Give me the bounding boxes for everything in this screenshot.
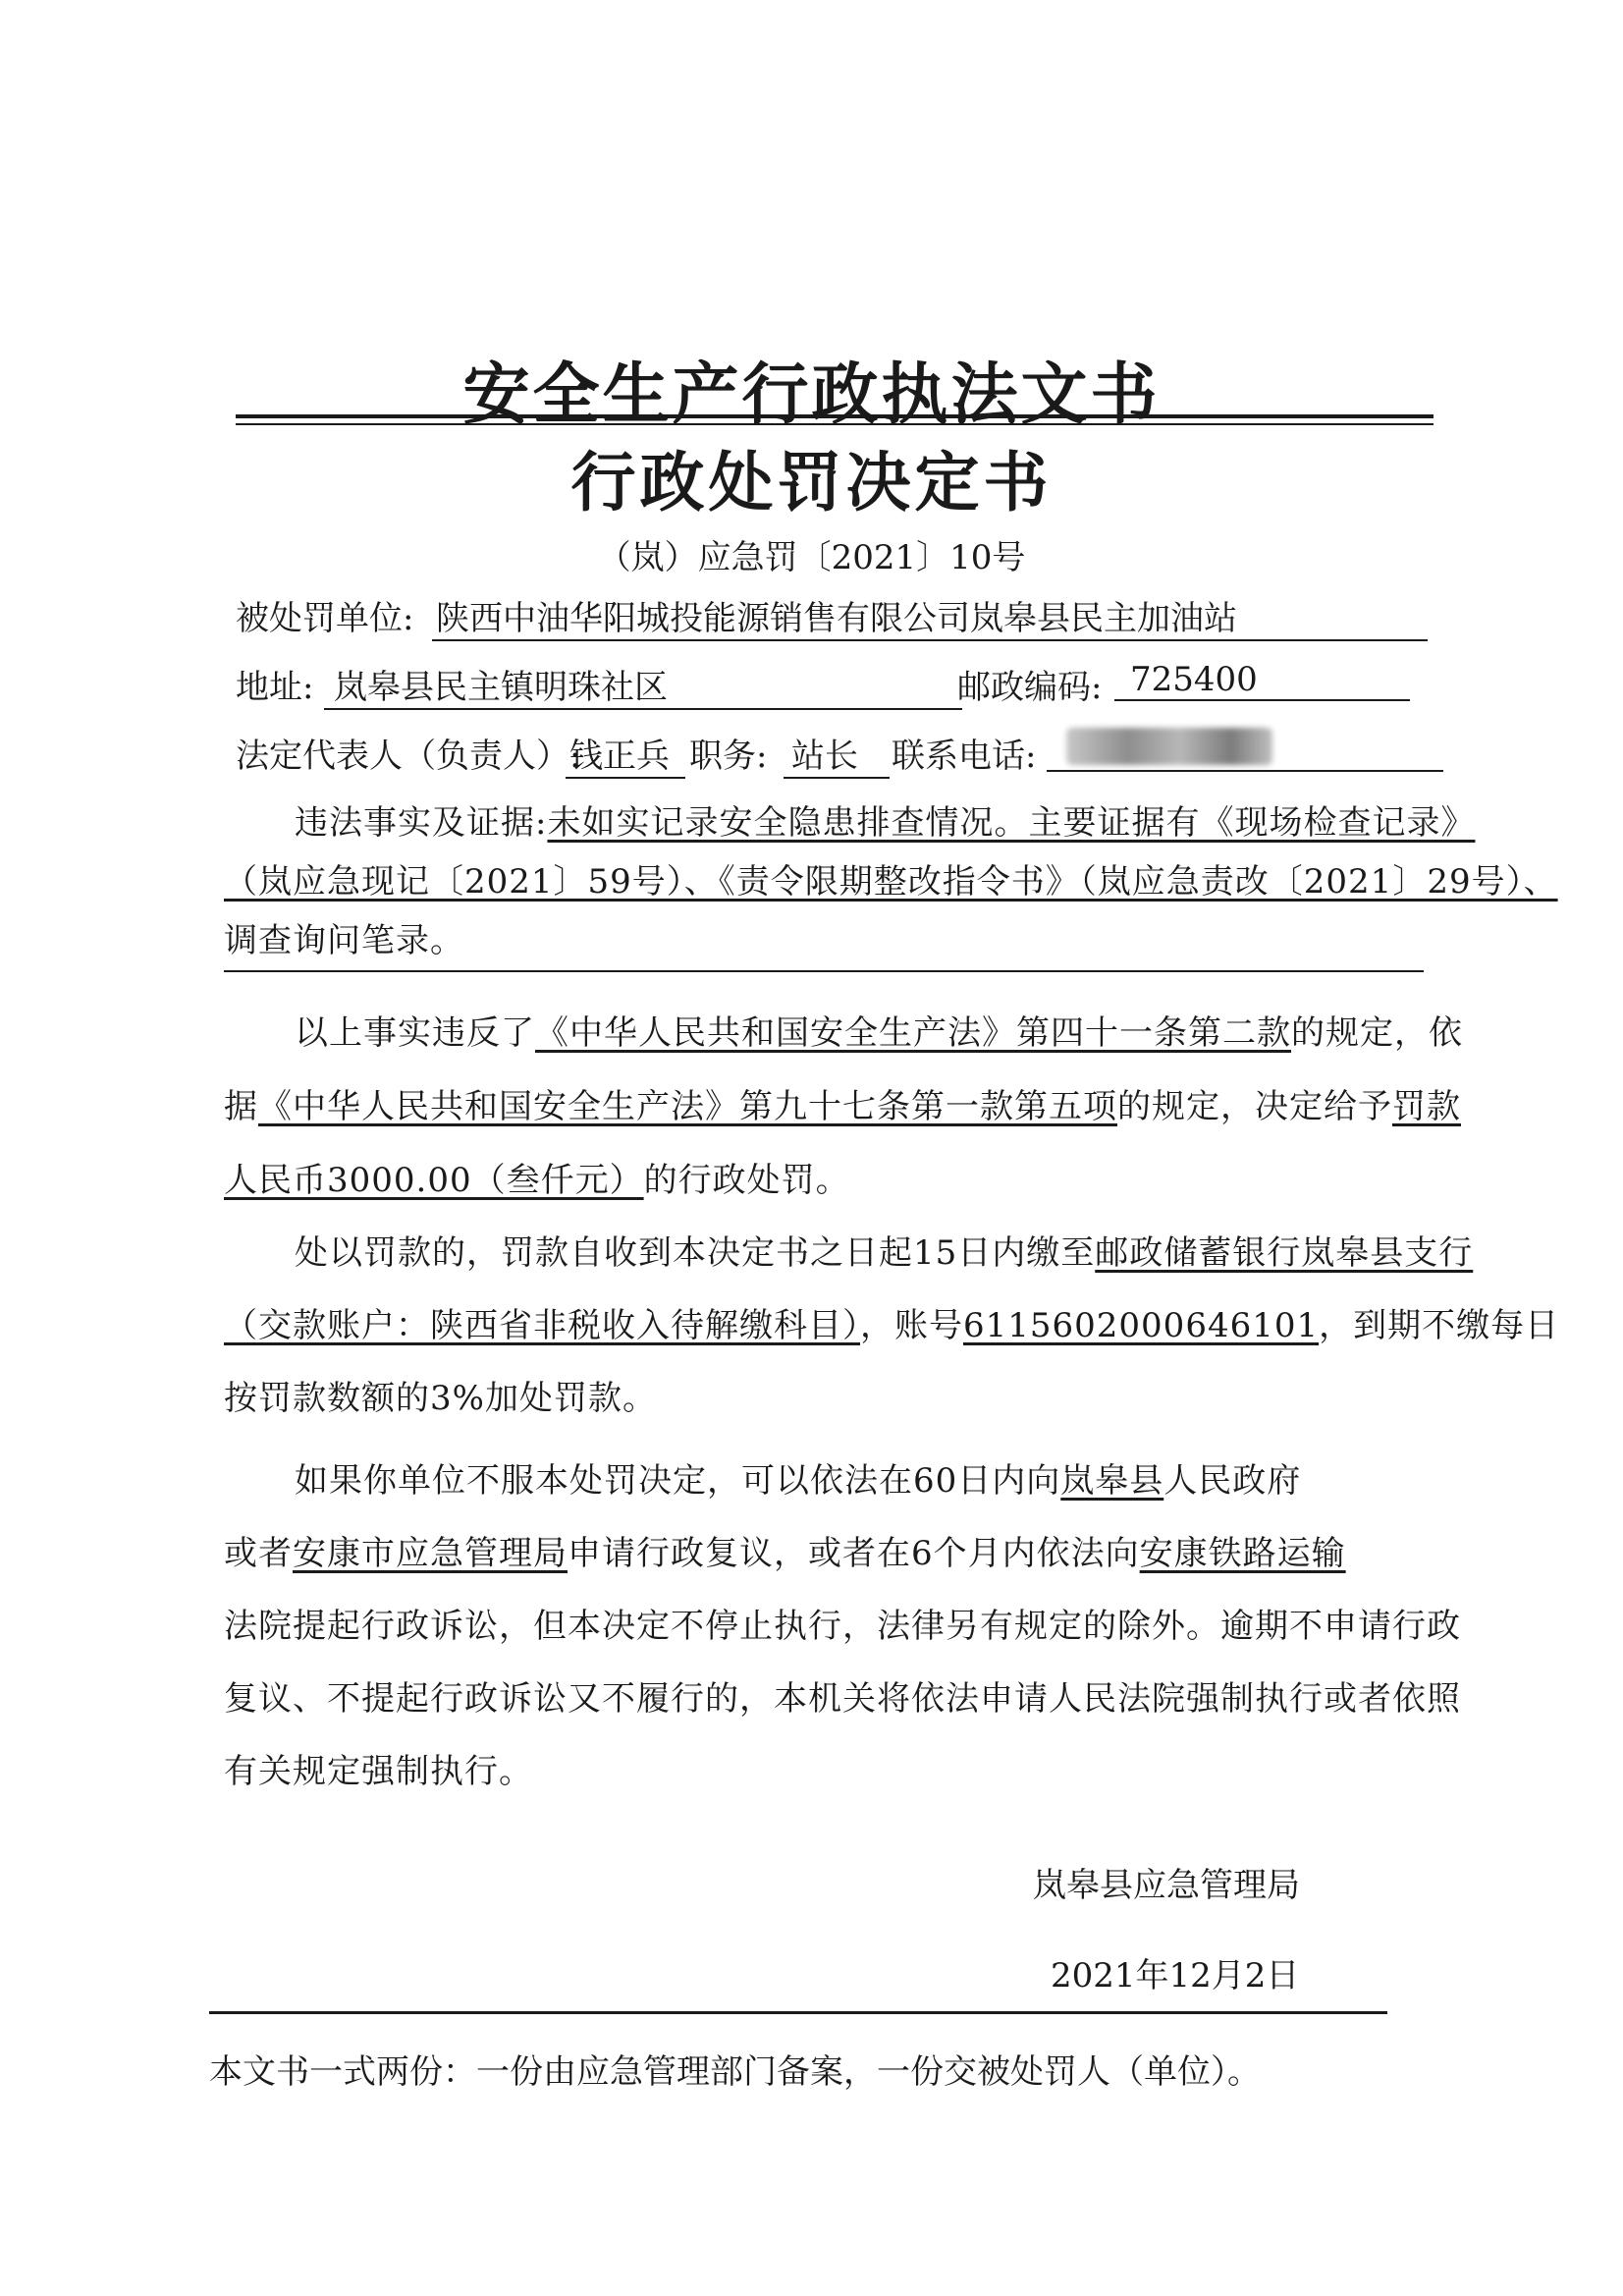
payment-account-number: 6115602000646101 <box>963 1306 1320 1345</box>
appeal-mid: 申请行政复议，或者在6个月内依法向 <box>568 1534 1140 1573</box>
appeal-government: 岚皋县 <box>1060 1461 1164 1501</box>
position-value: 站长 <box>784 729 890 779</box>
violation-prefix: 以上事实违反了 <box>295 1013 535 1053</box>
facts-label: 违法事实及证据: <box>295 803 548 843</box>
appeal-prefix: 如果你单位不服本处罚决定，可以依法在60日内向 <box>295 1461 1061 1501</box>
issue-date: 2021年12月2日 <box>1051 1956 1300 1995</box>
phone-value-redacted <box>1047 725 1443 772</box>
payment-line-2 <box>224 1296 1559 1355</box>
title-rule-thin <box>236 423 1434 425</box>
payment-suffix: ，到期不缴每日 <box>1319 1306 1560 1345</box>
penalized-unit-label: 被处罚单位: <box>236 599 414 638</box>
payment-line-3: 按罚款数额的3%加处罚款。 <box>224 1379 657 1418</box>
legal-rep-label: 法定代表人（负责人）: <box>236 737 581 776</box>
basis-law: 《中华人民共和国安全生产法》第九十七条第一款第五项 <box>258 1087 1117 1126</box>
basis-mid: 的规定，决定给予 <box>1117 1087 1392 1126</box>
appeal-line-2 <box>224 1524 1346 1583</box>
basis-prefix: 据 <box>224 1087 258 1126</box>
penalty-type: 罚款 <box>1392 1087 1461 1126</box>
document-subtitle: 行政处罚决定书 <box>570 444 1053 520</box>
payment-account-name: （交款账户：陕西省非税收入待解缴科目） <box>224 1306 860 1345</box>
facts-text-1: 未如实记录安全隐患排查情况。主要证据有《现场检查记录》 <box>547 803 1476 843</box>
appeal-bureau: 安康市应急管理局 <box>293 1534 568 1573</box>
facts-line-3: 调查询问笔录。 <box>224 921 464 960</box>
phone-label: 联系电话: <box>892 737 1037 776</box>
postal-code-value: 725400 <box>1114 660 1410 701</box>
payment-line-1 <box>295 1224 1473 1283</box>
violated-law: 《中华人民共和国安全生产法》第四十一条第二款 <box>535 1013 1291 1053</box>
document-title: 安全生产行政执法文书 <box>462 355 1161 434</box>
postal-code-label: 邮政编码: <box>957 668 1103 707</box>
position-label: 职务: <box>689 737 768 776</box>
issuing-agency: 岚皋县应急管理局 <box>1033 1866 1300 1905</box>
appeal-line-1 <box>295 1451 1301 1510</box>
appeal-suffix: 人民政府 <box>1163 1461 1302 1501</box>
appeal-or: 或者 <box>224 1534 293 1573</box>
address-label: 地址: <box>236 668 314 707</box>
address-value: 岚皋县民主镇明珠社区 <box>324 660 962 710</box>
payment-bank: 邮政储蓄银行岚皋县支行 <box>1095 1233 1474 1273</box>
violation-line-2 <box>224 1077 1461 1136</box>
appeal-line-3: 法院提起行政诉讼，但本决定不停止执行，法律另有规定的除外。逾期不申请行政 <box>224 1607 1461 1646</box>
facts-underline <box>224 970 1424 972</box>
appeal-line-5: 有关规定强制执行。 <box>224 1752 533 1791</box>
payment-prefix: 处以罚款的，罚款自收到本决定书之日起15日内缴至 <box>295 1233 1096 1273</box>
violation-line-1 <box>295 1004 1463 1063</box>
legal-rep-value: 钱正兵 <box>566 729 685 779</box>
facts-line-2: （岚应急现记〔2021〕59号）、《责令限期整改指令书》（岚应急责改〔2021〕29号）、 <box>224 862 1558 902</box>
violation-line-3 <box>224 1151 850 1210</box>
footer-rule <box>209 2011 1387 2014</box>
penalty-amount: 人民币3000.00（叁仟元） <box>224 1161 644 1200</box>
facts-line-1 <box>295 793 1475 852</box>
redaction-blur <box>1066 728 1272 765</box>
footer-note: 本文书一式两份：一份由应急管理部门备案，一份交被处罚人（单位）。 <box>209 2052 1261 2092</box>
penalized-unit-value: 陕西中油华阳城投能源销售有限公司岚皋县民主加油站 <box>432 591 1428 641</box>
violation-suffix: 的规定，依 <box>1291 1013 1463 1053</box>
payment-mid: ，账号 <box>860 1306 963 1345</box>
document-number: （岚）应急罚〔2021〕10号 <box>597 538 1026 577</box>
title-rule-thick <box>236 414 1434 418</box>
penalty-suffix: 的行政处罚。 <box>643 1161 850 1200</box>
appeal-line-4: 复议、不提起行政诉讼又不履行的，本机关将依法申请人民法院强制执行或者依照 <box>224 1679 1461 1719</box>
appeal-court: 安康铁路运输 <box>1139 1534 1346 1573</box>
